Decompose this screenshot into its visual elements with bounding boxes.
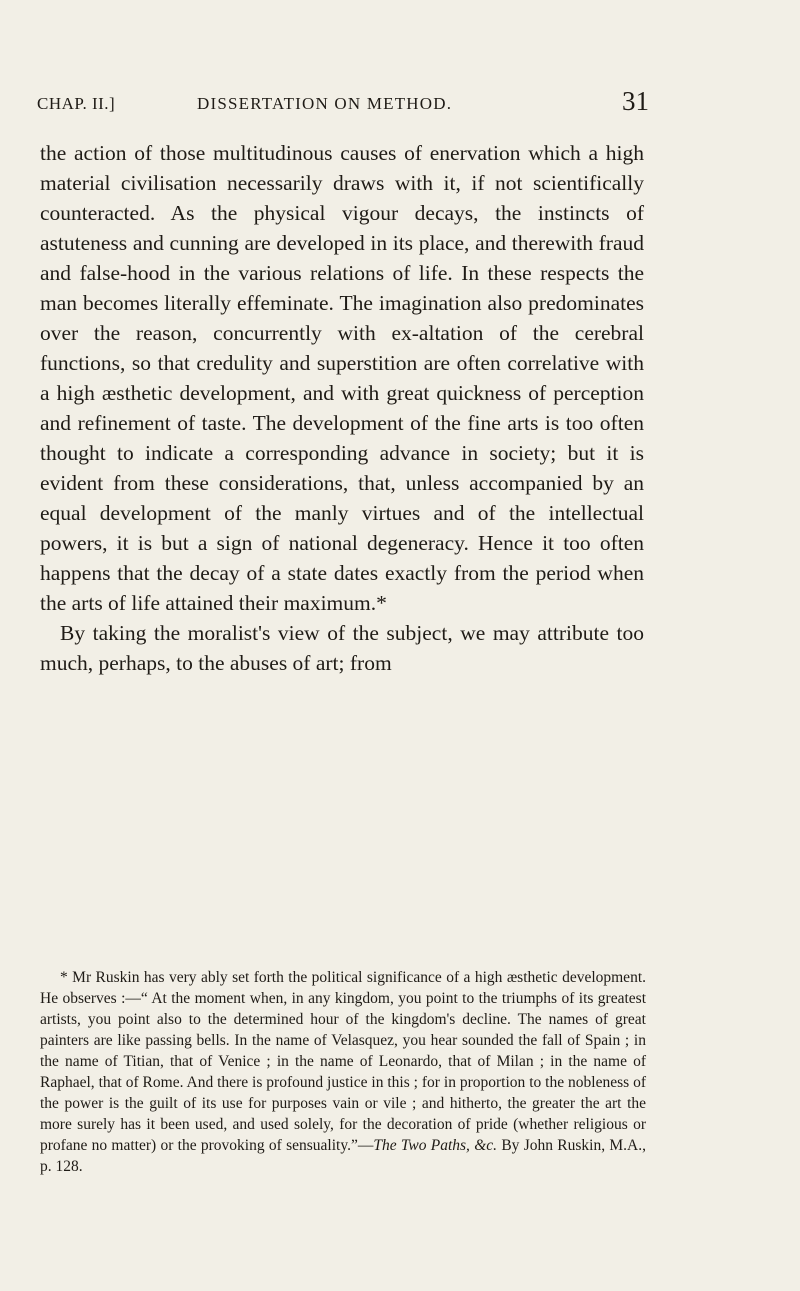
footnote-text: * Mr Ruskin has very ably set forth the political significance of a high æsthetic development. He observes :—“ At the moment when, in any kingdom, you point to the triumphs of its greatest artists, you point also to the determined hour of the kingdom's decline. The names of great painters are like passing bells. In the name of Velasquez, you hear sounded the fall of Spain ; in the name of Titian, that of Venice ; in the name of Leonardo, that of Milan ; in the name of Raphael, that of Rome. And there is profound justice in this ; for in proportion to the nobleness of the power is the guilt of its use for purposes vain or vile ; and hitherto, the greater the art the more surely has it been used, and used solely, for the decoration of pride (whether religious or profane no matter) or the provoking of sensuality.”— (40, 969, 646, 1154)
paragraph-1: the action of those multitudinous causes of enervation which a high material civilisation necessarily draws with it, if not scientifically counteracted. As the physical vigour decays, the instincts of astuteness and cunning are developed in its place, and therewith fraud and false-hood in the various relations of life. In these respects the man becomes literally effeminate. The imagination also predominates over the reason, concurrently with ex-altation of the cerebral functions, so that credulity and superstition are often correlative with a high æsthetic development, and with great quickness of perception and refinement of taste. The development of the fine arts is too often thought to indicate a corresponding advance in society; but it is evident from these considerations, that, unless accompanied by an equal development of the manly virtues and of the intellectual powers, it is but a sign of national degeneracy. Hence it too often happens that the decay of a state dates exactly from the period when the arts of life attained their maximum.* (40, 141, 644, 615)
footnote-citation-title: The Two Paths, &c. (373, 1137, 498, 1154)
running-title: DISSERTATION ON METHOD. (197, 94, 453, 113)
running-header (37, 86, 649, 122)
footnote (40, 967, 646, 1177)
main-text (40, 138, 644, 678)
footnote-citation-author: By John Ruskin, M.A., p. 128. (40, 1137, 646, 1175)
chapter-label: CHAP. II.] (37, 94, 116, 113)
page-number: 31 (622, 86, 649, 116)
paragraph-2: By taking the moralist's view of the subject, we may attribute too much, perhaps, to the abuses of art; from (40, 621, 644, 675)
